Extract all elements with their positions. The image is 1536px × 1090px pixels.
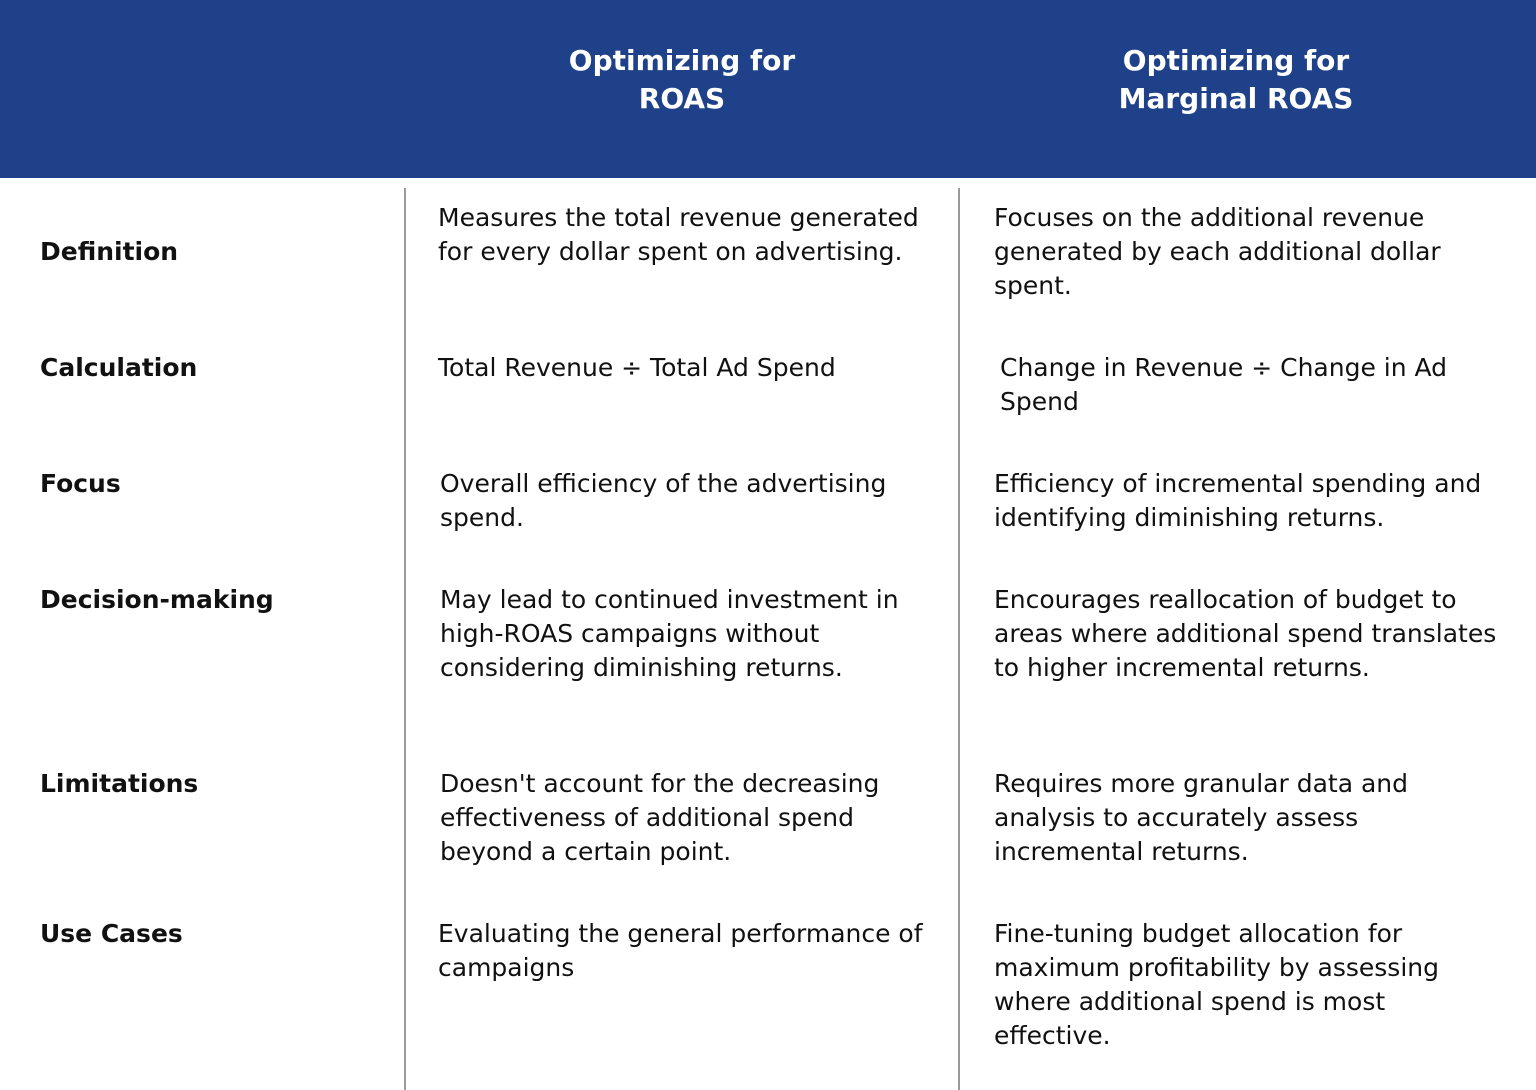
cell-limitations-marginal: Requires more granular data and analysis to accurately assess incremental returns. xyxy=(994,769,1409,866)
cell-calculation-marginal: Change in Revenue ÷ Change in Ad Spend xyxy=(1000,353,1448,416)
cell-focus-roas: Overall efficiency of the advertising spend. xyxy=(440,469,887,532)
row-label-focus: Focus xyxy=(40,469,121,498)
cell-definition-roas: Measures the total revenue generated for every dollar spent on advertising. xyxy=(438,203,919,266)
column-header-marginal-line1: Optimizing for xyxy=(1122,44,1350,77)
column-header-roas xyxy=(482,42,882,118)
cell-limitations-roas: Doesn't account for the decreasing effectiveness of additional spend beyond a certain point. xyxy=(440,769,880,866)
column-header-marginal-roas xyxy=(1036,42,1436,118)
row-label-limitations: Limitations xyxy=(40,769,199,798)
row-label-decision-making: Decision-making xyxy=(40,585,274,614)
column-divider-1 xyxy=(404,188,406,1090)
cell-calculation-roas: Total Revenue ÷ Total Ad Spend xyxy=(438,353,836,382)
row-label-definition: Definition xyxy=(40,237,179,266)
cell-focus-marginal: Efficiency of incremental spending and identifying diminishing returns. xyxy=(994,469,1482,532)
column-header-roas-line1: Optimizing for xyxy=(568,44,796,77)
table-header xyxy=(0,0,1536,178)
cell-use-cases-marginal: Fine-tuning budget allocation for maximum profitability by assessing where additional spend is most effective. xyxy=(994,919,1439,1050)
row-label-use-cases: Use Cases xyxy=(40,919,183,948)
cell-decision-making-roas: May lead to continued investment in high-ROAS campaigns without considering diminishing returns. xyxy=(440,585,899,682)
cell-definition-marginal: Focuses on the additional revenue generated by each additional dollar spent. xyxy=(994,203,1441,300)
cell-use-cases-roas: Evaluating the general performance of campaigns xyxy=(438,919,923,982)
column-divider-2 xyxy=(958,188,960,1090)
cell-decision-making-marginal: Encourages reallocation of budget to areas where additional spend translates to higher incremental returns. xyxy=(994,585,1497,682)
column-header-marginal-line2: Marginal ROAS xyxy=(1118,82,1354,115)
column-header-roas-line2: ROAS xyxy=(638,82,726,115)
row-label-calculation: Calculation xyxy=(40,353,198,382)
